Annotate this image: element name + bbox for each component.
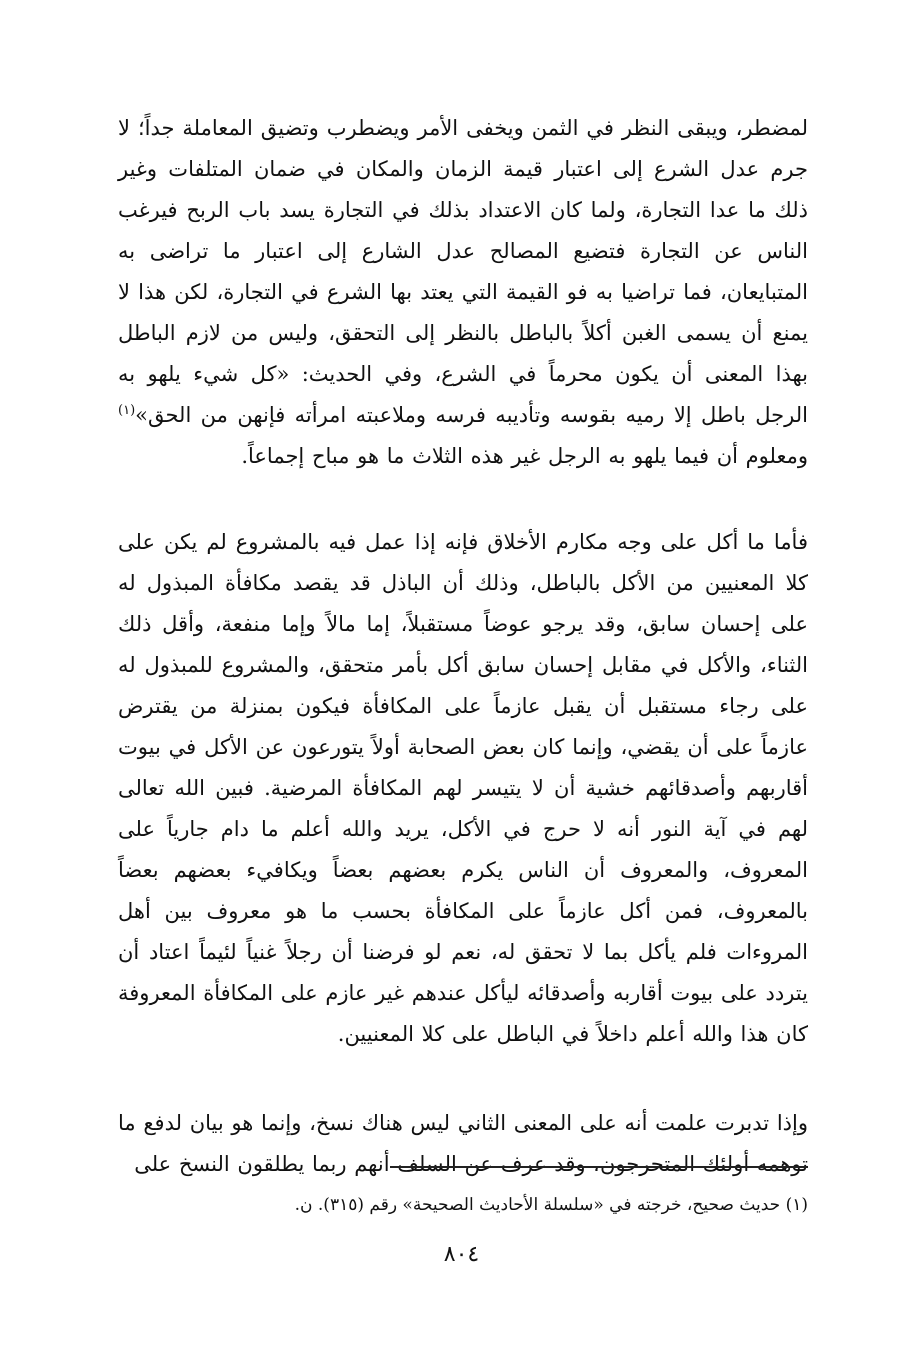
page-number: ٨٠٤ bbox=[443, 1242, 480, 1267]
paragraph-2: فأما ما أكل على وجه مكارم الأخلاق فإنه إذا عمل فيه بالمشروع لم يكن على كلا المعنيين من الأكل بالباطل، وذلك أن الباذل قد يقصد مكافأة المبذول له على إحسان سابق، وقد يرجو عوضاً مستقبلاً، إما مالاً وإما منفعة، وأقل ذلك الثناء، والأكل في مقابل إحسان سابق أكل بأمر متحقق، والمشروع للمبذول له على رجاء مستقبل أن يقبل عازماً على المكافأة فيكون بمنزلة من يقترض عازماً على أن يقضي، وإنما كان بعض الصحابة أولاً يتورعون عن الأكل في بيوت أقاربهم وأصدقائهم خشية أن لا يتيسر لهم المكافأة المرضية. فبين الله تعالى لهم في آية النور أنه لا حرج في الأكل، يريد والله أعلم ما دام جارياً على المعروف، والمعروف أن الناس يكرم بعضهم بعضاً ويكافيء بعضهم بعضاً بالمعروف، فمن أكل عازماً على المكافأة بحسب ما هو معروف بين أهل المروءات فلم يأكل بما لا تحقق له، نعم لو فرضنا أن رجلاً غنياً لئيماً اعتاد أن يتردد على بيوت أقاربه وأصدقائه ليأكل عندهم غير عازم على المكافأة المعروفة كان هذا والله أعلم داخلاً في الباطل على كلا المعنيين. bbox=[118, 530, 808, 1046]
paragraph-1 bbox=[118, 108, 808, 477]
footnote-reference: (١) bbox=[118, 403, 136, 418]
footnote-divider bbox=[390, 1166, 808, 1168]
paragraph-3: وإذا تدبرت علمت أنه على المعنى الثاني ليس هناك نسخ، وإنما هو بيان لدفع ما توهمه أولئك المتحرجون، وقد عرف عن السلف أنهم ربما يطلقون النسخ على bbox=[118, 1111, 808, 1176]
footnote: (١) حديث صحيح، خرجته في «سلسلة الأحاديث الصحيحة» رقم (٣١٥). ن. bbox=[294, 1195, 808, 1215]
paragraph-1-text: لمضطر، ويبقى النظر في الثمن ويخفى الأمر ويضطرب وتضيق المعاملة جداً؛ لا جرم عدل الشرع إلى اعتبار قيمة الزمان والمكان في ضمان المتلفات وغير ذلك ما عدا التجارة، ولما كان الاعتداد بذلك في التجارة يسد باب الربح فيرغب الناس عن التجارة فتضيع المصالح عدل الشارع إلى اعتبار ما تراضى به المتبايعان، فما تراضيا به فو القيمة التي يعتد بها الشرع في التجارة، لكن هذا لا يمنع أن يسمى الغبن أكلاً بالباطل بالنظر إلى التحقق، وليس من لازم الباطل بهذا المعنى أن يكون محرماً في الشرع، وفي الحديث: «كل شيء يلهو به الرجل باطل إلا رميه بقوسه وتأديبه فرسه وملاعبته امرأته فإنهن من الحق» bbox=[118, 116, 809, 427]
paragraph-1-continuation: ومعلوم أن فيما يلهو به الرجل غير هذه الثلاث ما هو مباح إجماعاً. bbox=[241, 444, 808, 468]
